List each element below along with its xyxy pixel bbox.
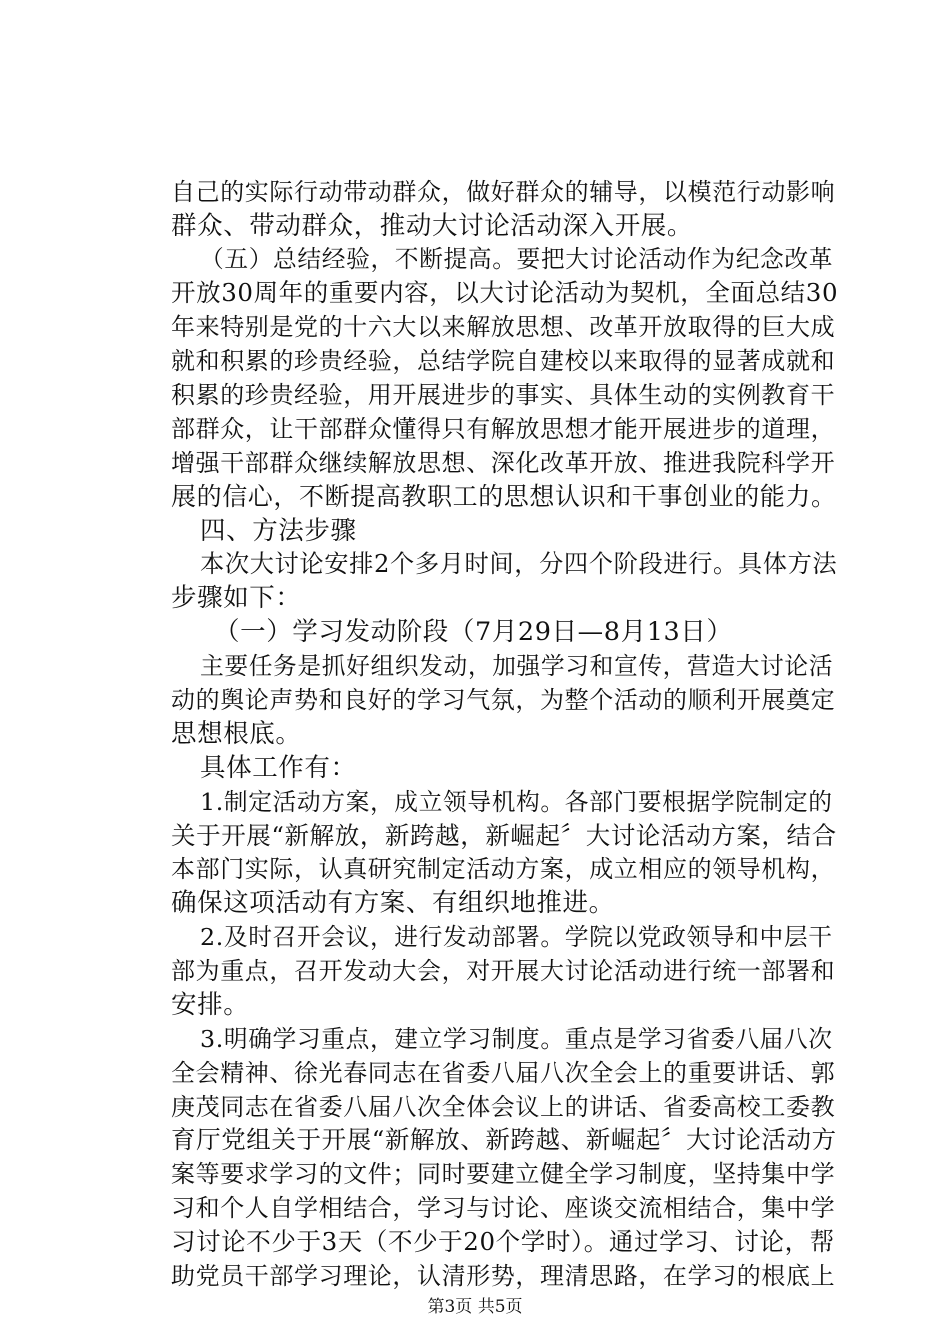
body-line: 案等要求学习的文件；同时要建立健全学习制度，坚持集中学 <box>171 1160 836 1188</box>
body-line: 展的信心，不断提高教职工的思想认识和干事创业的能力。 <box>171 482 837 511</box>
body-line: 增强干部群众继续解放思想、深化改革开放、推进我院科学开 <box>171 449 836 477</box>
list-item-1: 1.制定活动方案，成立领导机构。各部门要根据学院制定的 <box>200 788 833 816</box>
stage-heading-1: （一）学习发动阶段（7月29日—8月13日） <box>214 617 733 647</box>
body-line: 步骤如下： <box>171 583 302 613</box>
body-line: 就和积累的珍贵经验，总结学院自建校以来取得的显著成就和 <box>171 347 836 375</box>
body-line: 动的舆论声势和良好的学习气氛，为整个活动的顺利开展奠定 <box>171 686 836 714</box>
body-line: 安排。 <box>171 990 250 1020</box>
list-item-3: 3.明确学习重点，建立学习制度。重点是学习省委八届八次 <box>200 1025 833 1053</box>
body-line: 助党员干部学习理论，认清形势，理清思路，在学习的根底上 <box>171 1262 836 1290</box>
body-line: 自己的实际行动带动群众，做好群众的辅导，以模范行动影响 <box>171 178 836 206</box>
body-line: 育厅党组关于开展“新解放、新跨越、新崛起〞大讨论活动方 <box>171 1125 837 1154</box>
body-line: 群众、带动群众，推动大讨论活动深入开展。 <box>171 211 694 241</box>
list-item-2: 2.及时召开会议，进行发动部署。学院以党政领导和中层干 <box>200 923 833 951</box>
body-line: 积累的珍贵经验，用开展进步的事实、具体生动的实例教育干 <box>171 381 836 409</box>
body-line: 年来特别是党的十六大以来解放思想、改革开放取得的巨大成 <box>171 313 836 341</box>
section-heading-4: 四、方法步骤 <box>200 516 357 546</box>
body-line: 习讨论不少于3天（不少于20个学时）。通过学习、讨论，帮 <box>171 1227 835 1256</box>
body-line: 庚茂同志在省委八届八次全体会议上的讲话、省委高校工委教 <box>171 1093 836 1121</box>
body-line: 全会精神、徐光春同志在省委八届八次全会上的重要讲话、郭 <box>171 1059 836 1087</box>
body-line: 开放30周年的重要内容，以大讨论活动为契机，全面总结30 <box>171 278 839 307</box>
body-line: 习和个人自学相结合，学习与讨论、座谈交流相结合，集中学 <box>171 1194 836 1222</box>
body-line: 关于开展“新解放，新跨越，新崛起〞大讨论活动方案，结合 <box>171 821 837 850</box>
page-number-footer: 第3页 共5页 <box>427 1297 523 1317</box>
body-line: 部群众，让干部群众懂得只有解放思想才能开展进步的道理， <box>171 415 836 443</box>
body-line: 确保这项活动有方案、有组织地推进。 <box>171 888 615 918</box>
body-line: 主要任务是抓好组织发动，加强学习和宣传，营造大讨论活 <box>200 652 834 680</box>
body-line: 本次大讨论安排2个多月时间，分四个阶段进行。具体方法 <box>200 549 838 578</box>
body-line: 部为重点，召开发动大会，对开展大讨论活动进行统一部署和 <box>171 957 836 985</box>
body-line: 思想根底。 <box>171 719 302 749</box>
body-line: 本部门实际，认真研究制定活动方案，成立相应的领导机构， <box>171 855 836 883</box>
body-line: 具体工作有： <box>200 753 357 783</box>
section-heading-5: （五）总结经验，不断提高。要把大讨论活动作为纪念改革 <box>200 245 834 273</box>
